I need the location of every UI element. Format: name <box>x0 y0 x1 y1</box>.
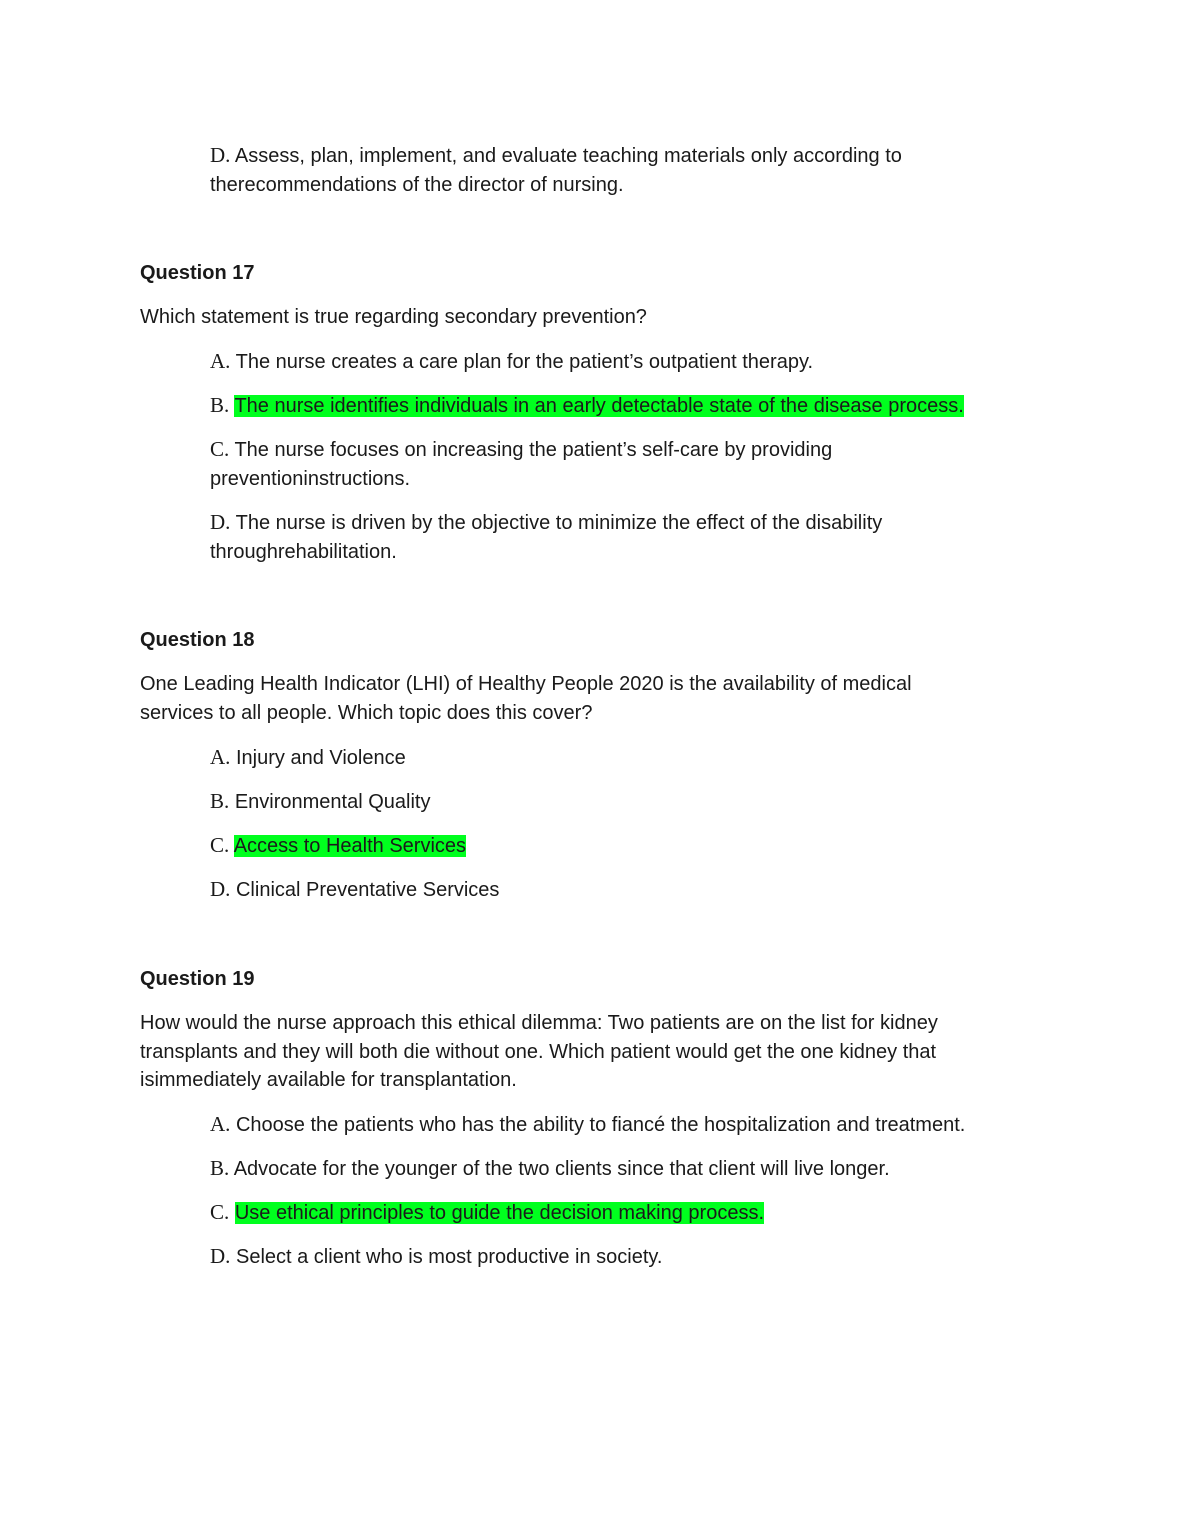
question-19-option-b <box>210 1154 1070 1184</box>
question-17-option-b <box>210 391 1070 421</box>
question-18-option-d <box>210 875 1070 905</box>
option-letter: C. <box>210 1200 230 1224</box>
highlighted-answer-text: Use ethical principles to guide the decision making process. <box>234 1202 764 1224</box>
question-18-option-a <box>210 743 1070 773</box>
option-text: Assess, plan, implement, and evaluate teaching materials only according to therecommendations of the director of nursing. <box>210 145 902 196</box>
question-19-option-d <box>210 1242 1070 1272</box>
option-letter: B. <box>210 789 230 813</box>
option-d-previous <box>210 141 970 199</box>
question-19-option-a <box>210 1110 1070 1140</box>
question-17-option-d <box>210 508 950 566</box>
highlighted-answer-text: Access to Health Services <box>233 835 467 857</box>
option-letter: A. <box>210 1112 231 1136</box>
question-17-stem: Which statement is true regarding secondary prevention? <box>140 306 647 328</box>
question-19-option-c <box>210 1198 1070 1228</box>
question-18-option-c <box>210 831 1070 861</box>
option-letter: A. <box>210 745 231 769</box>
question-19-stem: How would the nurse approach this ethical dilemma: Two patients are on the list for kidney transplants and they will both die without one. Which patient would get the one kidney that isimmediately available for transplantation. <box>140 1012 938 1091</box>
option-letter: B. <box>210 1156 230 1180</box>
option-letter: D. <box>210 143 231 167</box>
question-17-option-c <box>210 435 930 493</box>
option-text: Select a client who is most productive in society. <box>235 1246 663 1268</box>
option-text: Choose the patients who has the ability to fiancé the hospitalization and treatment. <box>235 1114 966 1136</box>
question-18-option-b <box>210 787 1070 817</box>
option-letter: A. <box>210 349 231 373</box>
option-letter: B. <box>210 393 230 417</box>
question-19-title: Question 19 <box>140 968 255 990</box>
option-letter: D. <box>210 1244 231 1268</box>
option-text: Advocate for the younger of the two clients since that client will live longer. <box>233 1158 890 1180</box>
option-letter: C. <box>210 437 230 461</box>
option-text: Injury and Violence <box>235 747 406 769</box>
option-text: The nurse creates a care plan for the patient’s outpatient therapy. <box>235 351 814 373</box>
question-18-stem: One Leading Health Indicator (LHI) of Healthy People 2020 is the availability of medical services to all people. Which topic does this cover? <box>140 673 912 724</box>
highlighted-answer-text: The nurse identifies individuals in an early detectable state of the disease process. <box>234 395 964 417</box>
option-letter: D. <box>210 510 231 534</box>
question-18-title: Question 18 <box>140 629 255 651</box>
option-letter: D. <box>210 877 231 901</box>
option-letter: C. <box>210 833 230 857</box>
option-text: Environmental Quality <box>234 791 431 813</box>
option-text: The nurse is driven by the objective to minimize the effect of the disability throughrehabilitation. <box>210 512 883 563</box>
question-17-title: Question 17 <box>140 262 255 284</box>
question-17-option-a <box>210 347 1070 377</box>
option-text: The nurse focuses on increasing the patient’s self-care by providing preventioninstructions. <box>210 439 833 490</box>
option-text: Clinical Preventative Services <box>235 879 500 901</box>
